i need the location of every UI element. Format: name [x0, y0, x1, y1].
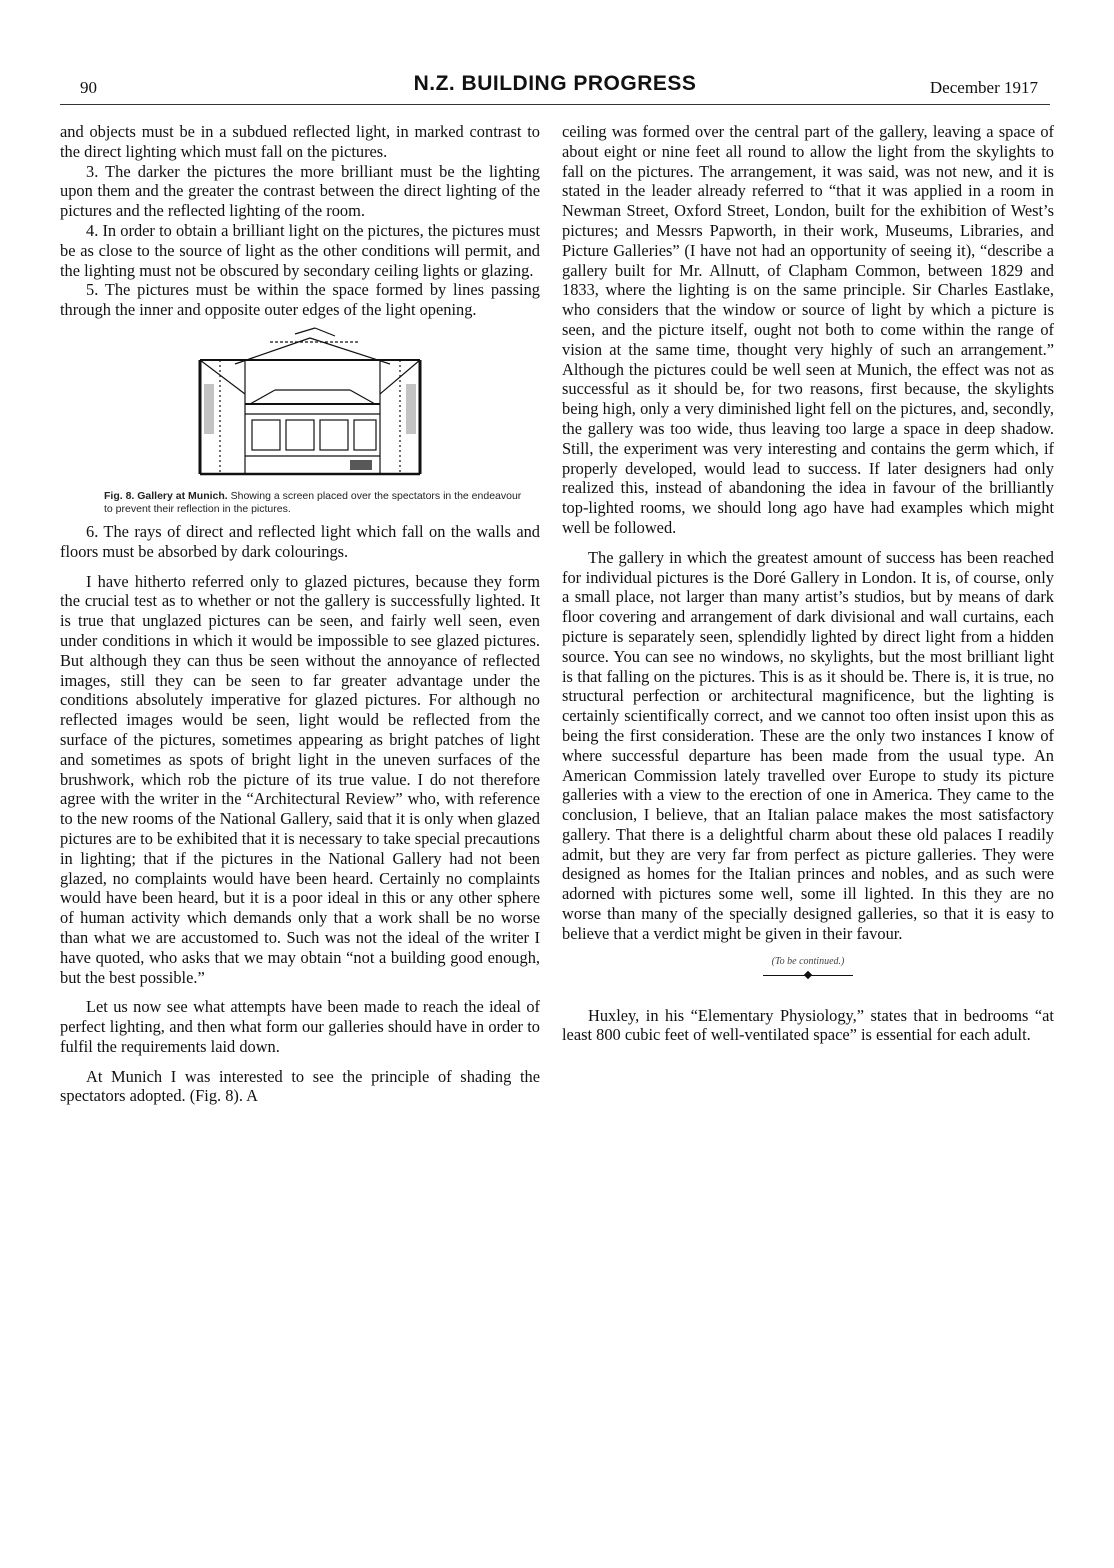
paragraph-glazed-pictures: I have hitherto referred only to glazed pictures, because they form the crucial test as to whether or not the gallery is successfully lighted. It is true that unglazed pictures can be seen, and fairly well seen, even under conditions in which it would be impossible to see glazed pictures. But although they can thus be seen without the annoyance of reflected images, still they can be seen to far greater advantage under the conditions absolutely imperative for glazed pictures. For although no reflected images would be seen, light would be reflected from the surface of the pictures, sometimes appearing as bright patches of light and sometimes as spots of bright light in the uneven surfaces of the brushwork, which rob the picture of its true value. I do not therefore agree with the writer in the “Architectural Review” who, with reference to the new rooms of the National Gallery, said that it is only when glazed pictures are to be exhibited that it is necessary to take special precautions in lighting; that if the pictures in the National Gallery had not been glazed, no complaints would have been heard. Certainly no complaints would have been heard, but it is a poor ideal in this or any other sphere of human activity which demands only that a work shall be no worse than what we are accustomed to. Such was not the ideal of the writer I have quoted, who asks that we may obtain “not a building good enough, but the best possible.” [60, 571, 540, 987]
paragraph-point-6: 6. The rays of direct and reflected light which fall on the walls and floors must be absorbed by dark colourings. [60, 521, 540, 561]
figure-caption [104, 490, 524, 516]
paragraph-intro: and objects must be in a subdued reflected light, in marked contrast to the direct lighting which must fall on the pictures. [60, 122, 540, 161]
paragraph-point-3: 3. The darker the pictures the more brilliant must be the lighting upon them and the greater the contrast between the direct lighting of the pictures and the reflected lighting of the room. [60, 161, 540, 221]
page-header [60, 70, 1050, 105]
munich-gallery-section-drawing [190, 324, 430, 484]
figure-8 [60, 324, 540, 516]
paragraph-munich-continued: ceiling was formed over the central part of the gallery, leaving a space of about eight or nine feet all round to allow the light from the skylights to fall on the pictures. The arrangement, it was said, was not new, and it is stated in the leader already referred to “that it was applied in a room in Newman Street, Oxford Street, London, built for the exhibition of West’s pictures; and Messrs Papworth, in their work, Museums, Libraries, and Picture Galleries” (I have not had an opportunity of seeing it), “describe a gallery built for Mr. Allnutt, of Clapham Common, between 1829 and 1833, where the lighting is on the same principle. Sir Charles Eastlake, who considers that the window or source of light by which a picture is seen, and the picture itself, ought not both to come within the range of vision at the same time, thought very highly of such an arrangement.” Although the pictures could be well seen at Munich, the effect was not as successful as it should be, for two reasons, first because, the skylights being high, only a very diminished light fell on the pictures, and, secondly, the gallery was too wide, thus leaving too large a space in deep shadow. Still, the experiment was very interesting and contains the germ which, if properly developed, would lead to success. If later designers had only realized this, instead of abandoning the idea in favour of the brilliantly top-lighted rooms, we should long ago have had examples which might well be followed. [562, 122, 1054, 537]
paragraph-huxley: Huxley, in his “Elementary Physiology,” states that in bedrooms “at least 800 cubic feet of well-ventilated space” is essential for each adult. [562, 1005, 1054, 1045]
paragraph-dore-gallery: The gallery in which the greatest amount of success has been reached for individual pictures is the Doré Gallery in London. It is, of course, only a small place, not larger than many artist’s studios, but by means of dark floor covering and arrangement of dark divisional and wall curtains, each picture is separately seen, splendidly lighted by direct light from a hidden source. You can see no windows, no skylights, but the most brilliant light is that falling on the pictures. This is as it should be. There is, it is true, no structural perfection or architectural magnificence, but the lighting is certainly scientifically correct, and we cannot too often insist upon this as being the first consideration. These are the only two instances I know of where successful departure has been made from the usual type. An American Commission lately travelled over Europe to study its picture galleries with a view to the erection of one in America. They came to the conclusion, I believe, that an Italian palace makes the most satisfactory gallery. That there is a delightful charm about these old palaces I readily admit, but they are very far from perfect as picture galleries. They were designed as homes for the Italian princes and nobles, and as such were adorned with pictures some well, some ill lighted. In this they are no worse than many of the specially designed galleries, so that it is easy to believe that a verdict might be given in their favour. [562, 547, 1054, 943]
figure-label: Fig. 8. Gallery at Munich. [104, 489, 228, 502]
section-divider [763, 975, 853, 976]
right-column [562, 122, 1054, 1045]
left-column [60, 122, 540, 1106]
issue-date: December 1917 [929, 78, 1038, 97]
paragraph-ideal-lighting: Let us now see what attempts have been made to reach the ideal of perfect lighting, and then what form our galleries should have in order to fulfil the requirements laid down. [60, 997, 540, 1056]
to-be-continued-note: (To be continued.) [771, 955, 845, 967]
paragraph-point-5: 5. The pictures must be within the space formed by lines passing through the inner and opposite outer edges of the light opening. [60, 280, 540, 320]
paragraph-munich: At Munich I was interested to see the principle of shading the spectators adopted. (Fig. 8). A [60, 1066, 540, 1106]
masthead-title: N.Z. BUILDING PROGRESS [413, 72, 697, 95]
figure-caption-text: Showing a screen placed over the spectators in the endeavour to prevent their reflection in the pictures. [104, 489, 522, 515]
paragraph-point-4: 4. In order to obtain a brilliant light on the pictures, the pictures must be as close to the source of light as the other conditions will permit, and the lighting must not be obscured by secondary ceiling lights or glazing. [60, 220, 540, 280]
page-number: 90 [80, 78, 97, 97]
